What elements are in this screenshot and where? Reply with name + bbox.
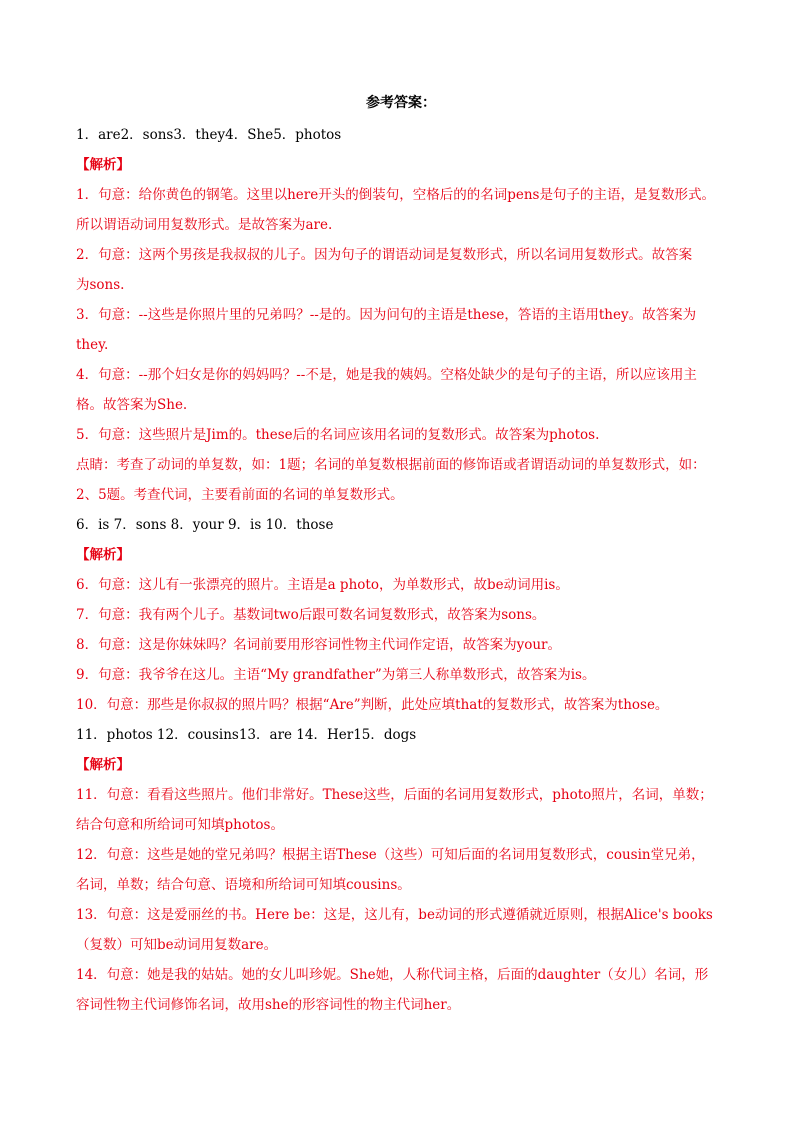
text-line: 9．句意：我爷爷在这儿。主语“My grandfather”为第三人称单数形式，故答案为is。 xyxy=(76,667,596,683)
text-line: 【解析】 xyxy=(76,157,130,173)
text-line: 6．句意：这儿有一张漂亮的照片。主语是a photo，为单数形式，故be动词用is。 xyxy=(76,577,569,593)
text-line: 13．句意：这是爱丽丝的书。Here be：这是，这儿有，be动词的形式遵循就近原则，根据Alice's books xyxy=(76,907,713,923)
text-line: 2、5题。考查代词，主要看前面的名词的单复数形式。 xyxy=(76,487,404,503)
text-line: 容词性物主代词修饰名词，故用she的形容词性的物主代词her。 xyxy=(76,997,461,1013)
text-line: 名词，单数；结合句意、语境和所给词可知填cousins。 xyxy=(76,877,411,893)
text-line: 格。故答案为She. xyxy=(76,397,188,413)
text-line: 【解析】 xyxy=(76,757,130,773)
text-line: 【解析】 xyxy=(76,547,130,563)
text-line: 点睛：考查了动词的单复数，如：1题；名词的单复数根据前面的修饰语或者谓语动词的单复数形式，如： xyxy=(76,457,706,473)
text-line: 1．are2．sons3．they4．She5．photos xyxy=(76,127,342,143)
text-line: 11．photos 12．cousins13．are 14．Her15．dogs xyxy=(76,727,417,743)
text-line: 6．is 7．sons 8．your 9．is 10．those xyxy=(76,517,334,533)
text-line: （复数）可知be动词用复数are。 xyxy=(76,937,278,953)
text-line: 11．句意：看看这些照片。他们非常好。These这些，后面的名词用复数形式，photo照片，名词，单数； xyxy=(76,787,713,803)
text-line: 8．句意：这是你妹妹吗？名词前要用形容词性物主代词作定语，故答案为your。 xyxy=(76,637,561,653)
text-line: 10．句意：那些是你叔叔的照片吗？根据“Are”判断，此处应填that的复数形式，故答案为those。 xyxy=(76,697,669,713)
text-line: 结合句意和所给词可知填photos。 xyxy=(76,817,284,833)
text-line: 14．句意：她是我的姑姑。她的女儿叫珍妮。She她，人称代词主格，后面的daughter（女儿）名词，形 xyxy=(76,967,709,983)
answer-lines xyxy=(76,120,726,1020)
text-line: 12．句意：这些是她的堂兄弟吗？根据主语These（这些）可知后面的名词用复数形式，cousin堂兄弟， xyxy=(76,847,705,863)
text-line: 1．句意：给你黄色的钢笔。这里以here开头的倒装句，空格后的的名词pens是句子的主语，是复数形式。 xyxy=(76,187,715,203)
text-line: 为sons. xyxy=(76,277,125,293)
document-title: 参考答案： xyxy=(366,95,436,111)
text-line: 3．句意：--这些是你照片里的兄弟吗？--是的。因为问句的主语是these，答语的主语用they。故答案为 xyxy=(76,307,697,323)
text-line: 7．句意：我有两个儿子。基数词two后跟可数名词复数形式，故答案为sons。 xyxy=(76,607,546,623)
text-line: 所以谓语动词用复数形式。是故答案为are. xyxy=(76,217,333,233)
text-line: 4．句意：--那个妇女是你的妈妈吗？--不是，她是我的姨妈。空格处缺少的是句子的主语，所以应该用主 xyxy=(76,367,697,383)
text-line: 5．句意：这些照片是Jim的。these后的名词应该用名词的复数形式。故答案为photos. xyxy=(76,427,600,443)
text-line: they. xyxy=(76,337,109,353)
text-line: 2．句意：这两个男孩是我叔叔的儿子。因为句子的谓语动词是复数形式，所以名词用复数形式。故答案 xyxy=(76,247,693,263)
answer-document xyxy=(76,88,726,1020)
